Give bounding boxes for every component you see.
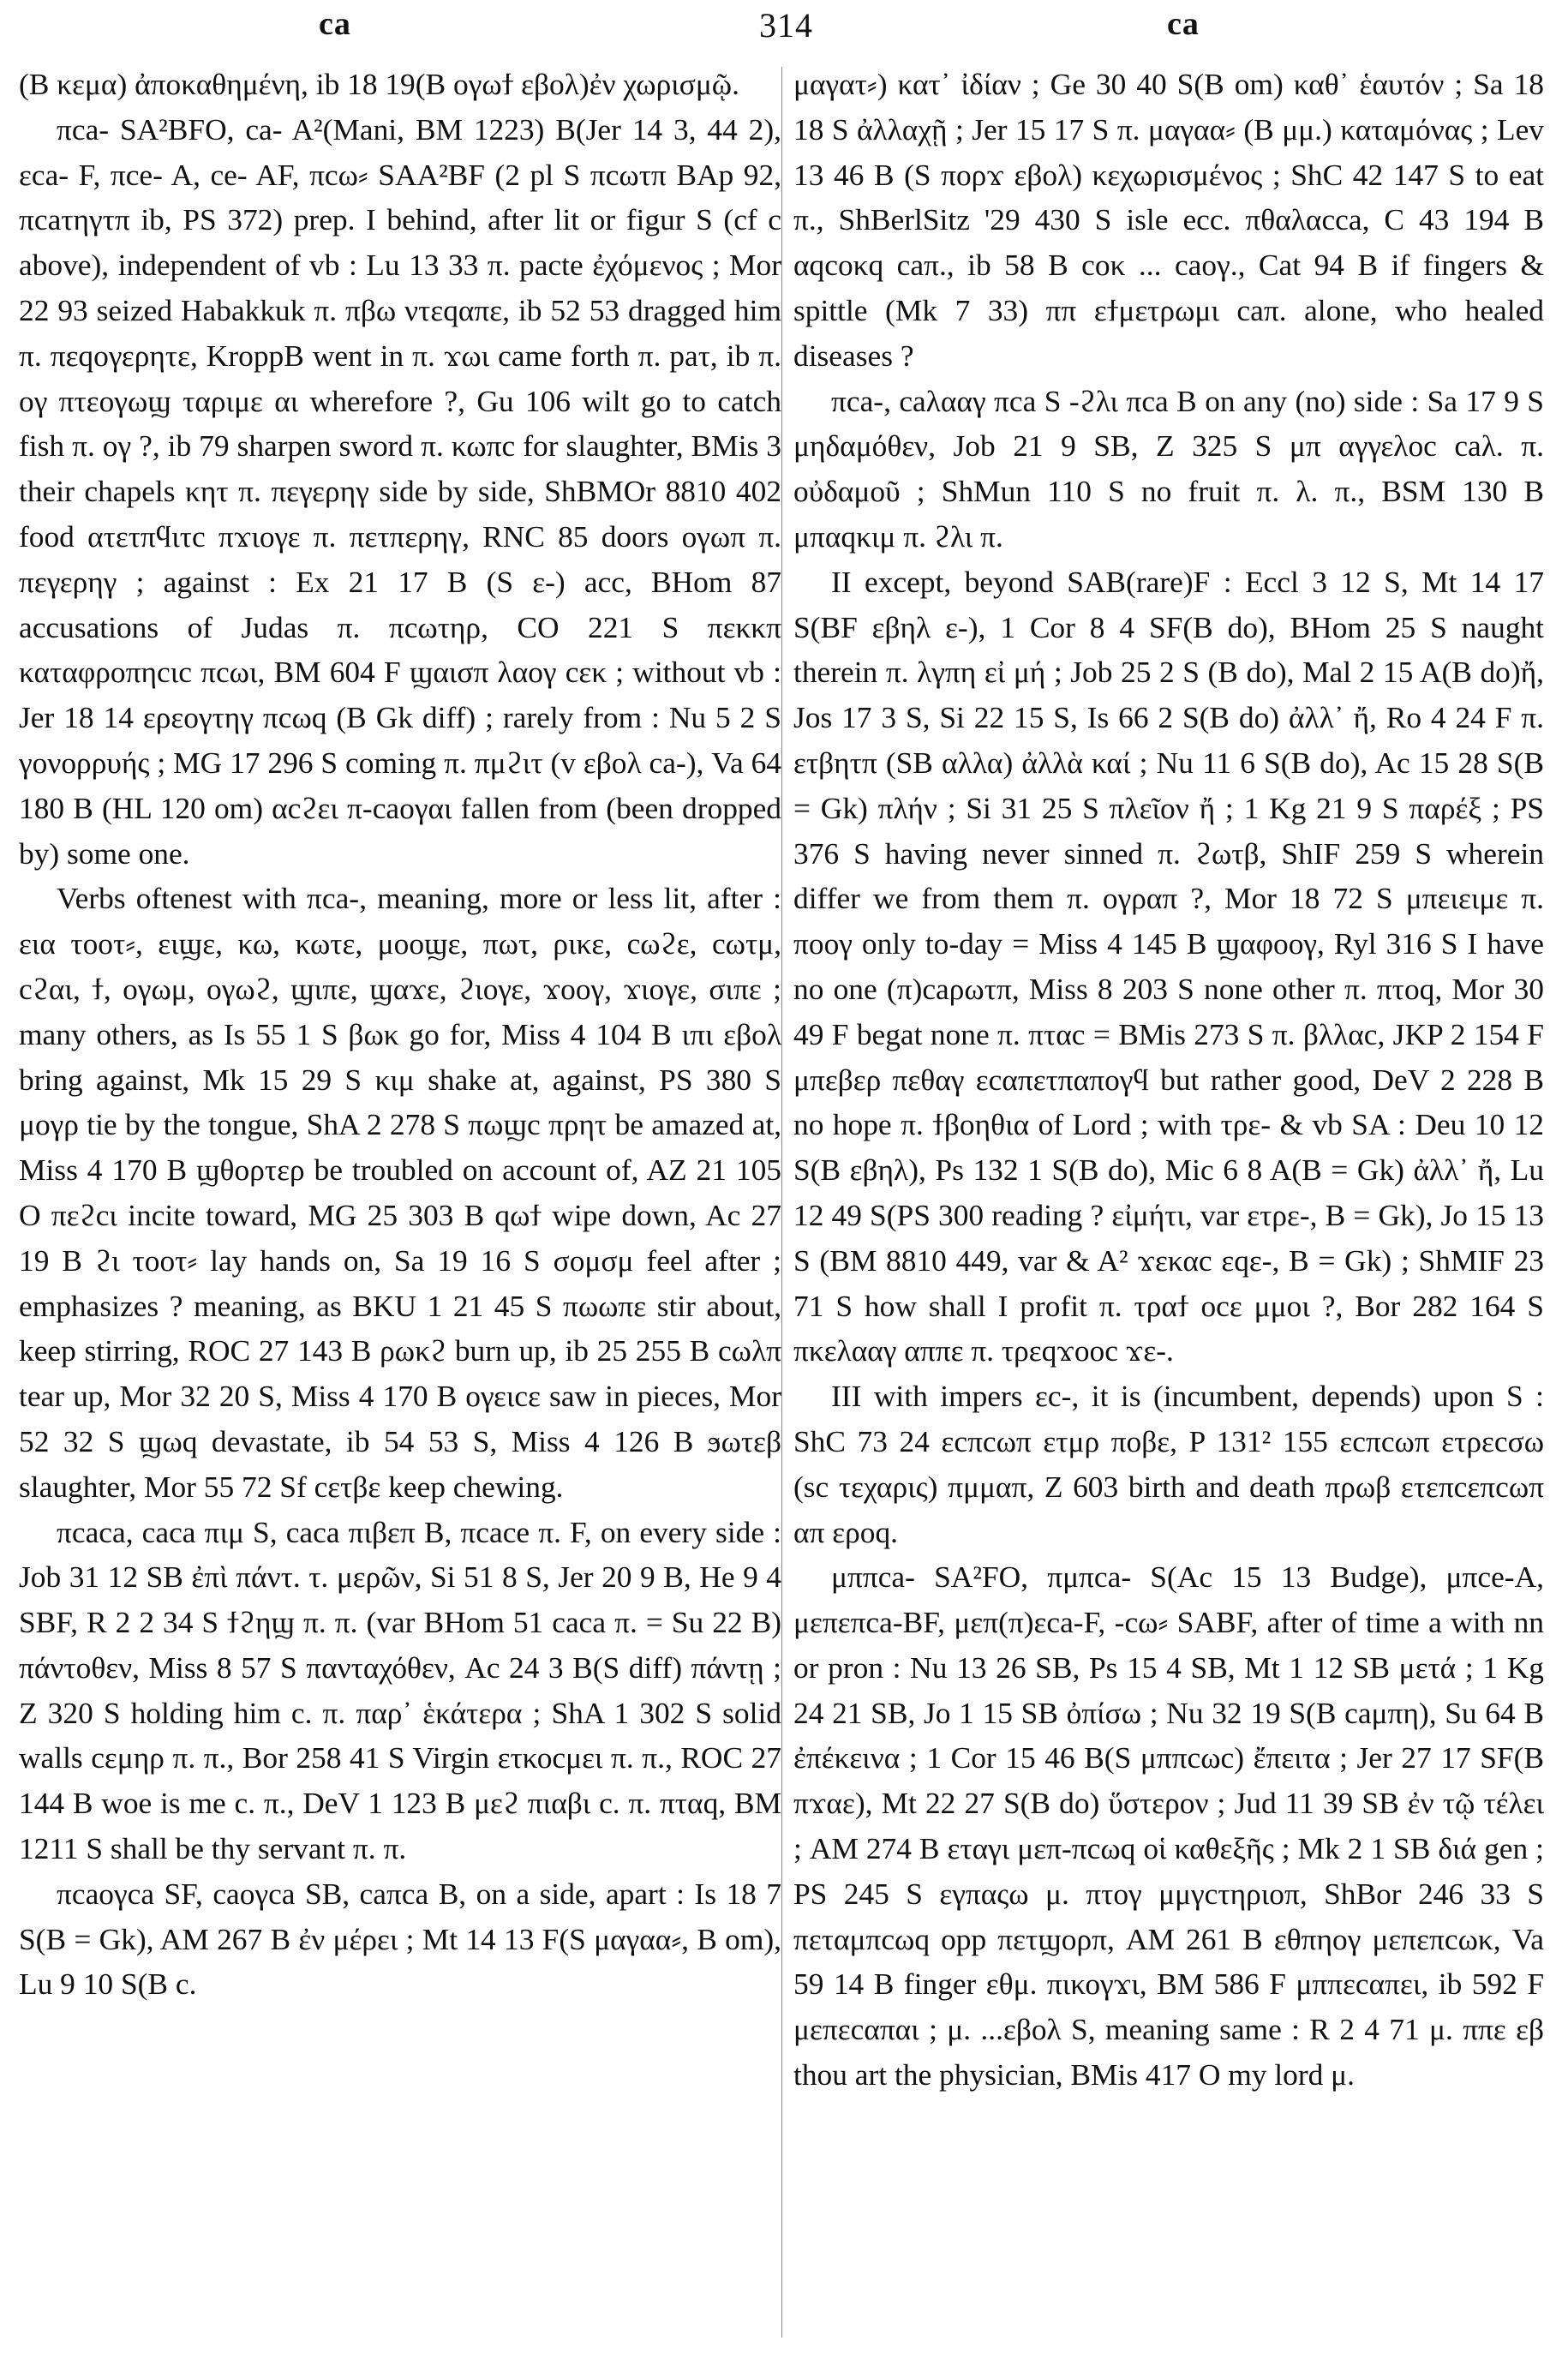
entry-paragraph: (B κεμα) ἀποκαθημένη, ib 18 19(B ογωϯ εβολ)ἐν χωρισμῷ. — [19, 67, 739, 101]
left-running-headword: ca — [319, 6, 351, 42]
entry-paragraph: πca-, caλααγ πca S -ϩλι πca B on any (no) side : Sa 17 9 S μηδαμόθεν, Job 21 9 SB, Z 325 S μπ αγγελοc caλ. π. οὐδαμοῦ ; ShMun 110 S no fruit π. λ. π., BSM 130 B μπαqκιμ π. ϩλι π. — [793, 383, 1544, 554]
entry-paragraph: πcaογca SF, caογca SB, caπca B, on a side, apart : Is 18 7 S(B = Gk), AM 267 B ἐν μέρει ; Mt 14 13 F(S μαγαα⸗, B om), Lu 9 10 S(B c. — [19, 1876, 781, 2002]
entry-paragraph: πca- SA²BFO, ca- A²(Mani, BM 1223) B(Jer 14 3, 44 2), εca- F, πce- A, ce- AF, πcω⸗ SAA²BF (2 pl S πcωτπ BAp 92, πcaτηγτπ ib, PS 372) prep. I behind, after lit or figur S (cf c above), independent of vb : Lu 13 33 π. pacte ἐχόμενος ; Mor 22 93 seized Habakkuk π. πβω ντεqαπε, ib 52 53 dragged him π. πεqογερητε, KroppB went in π. ϫωι came forth π. paτ, ib π. ογ πτεογωϣ ταριμε αι wherefore ?, Gu 106 wilt go to catch fish π. ογ ?, ib 79 sharpen sword π. κωπc for slaughter, BMis 3 their chapels κητ π. πεγερηγ side by side, ShBMOr 8810 402 food ατετπϥιτc πϫιογε π. πετπερηγ, RNC 85 doors ογωπ π. πεγερηγ ; against : Ex 21 17 B (S ε-) acc, BHom 87 accusations of Judas π. πcωτηρ, CO 221 S πεκκπ καταφροπηcιc πcωι, BM 604 F ϣαισπ λαογ cεκ ; without vb : Jer 18 14 ερεογτηγ πcωq (B Gk diff) ; rarely from : Nu 5 2 S γονορρυής ; MG 17 296 S coming π. πμϩιτ (v εβολ ca-), Va 64 180 B (HL 120 om) αcϩει π-caογαι fallen from (been dropped by) some one. — [19, 111, 781, 871]
entry-paragraph: II except, beyond SAB(rare)F : Eccl 3 12 S, Mt 14 17 S(BF εβηλ ε-), 1 Cor 8 4 SF(B do), BHom 25 S naught therein π. λγπη εἰ μή ; Job 25 2 S (B do), Mal 2 15 A(B do)ἤ, Jos 17 3 S, Si 22 15 S, Is 66 2 S(B do) ἀλλ᾽ ἤ, Ro 4 24 F π. ετβητπ (SB αλλα) ἀλλὰ καί ; Nu 11 6 S(B do), Ac 15 28 S(B = Gk) πλήν ; Si 31 25 S πλεῖον ἤ ; 1 Kg 21 9 S παρέξ ; PS 376 S having never sinned π. ϩωτβ, ShIF 259 S wherein differ we from them π. ογραπ ?, Mor 18 72 S μπειειμε π. ποογ only to-day = Miss 4 145 B ϣαφοογ, Ryl 316 S I have no one (π)caρωτπ, Miss 8 203 S none other π. πτοq, Mor 30 49 F begat none π. πταc = BMis 273 S π. βλλαc, JKP 2 154 F μπεβερ πεθαγ εcαπετπαπογϥ but rather good, DeV 2 228 B no hope π. ϯβοηθια of Lord ; with τρε- & vb SA : Deu 10 12 S(B εβηλ), Ps 132 1 S(B do), Mic 6 8 A(B = Gk) ἀλλ᾽ ἤ, Lu 12 49 S(PS 300 reading ? εἰμήτι, var ετρε-, B = Gk), Jo 15 13 S (BM 8810 449, var & A² ϫεκαc εqε-, B = Gk) ; ShMIF 23 71 S how shall I profit π. τραϯ οcε μμοι ?, Bor 282 164 S πκελααγ αππε π. τρεqϫοοc ϫε-. — [793, 564, 1544, 1368]
page-number: 314 — [759, 6, 813, 45]
entry-paragraph: μαγατ⸗) κατ᾽ ἰδίαν ; Ge 30 40 S(B om) καθ᾽ ἑαυτόν ; Sa 18 18 S ἀλλαχῇ ; Jer 15 17 S π. μαγαα⸗ (B μμ.) καταμόνας ; Lev 13 46 B (S πορϫ εβολ) κεχωρισμένος ; ShC 42 147 S to eat π., ShBerlSitz '29 430 S isle ecc. πθαλαcca, C 43 194 B αqcοκq caπ., ib 58 B cοκ ... caογ., Cat 94 B if fingers & spittle (Mk 7 33) ππ εϯμετρωμι caπ. alone, who healed diseases ? — [793, 67, 1544, 373]
right-running-headword: ca — [1167, 6, 1200, 42]
left-column — [19, 62, 781, 2007]
entry-paragraph: πcaca, caca πιμ S, caca πιβεπ B, πcace π. F, on every side : Job 31 12 SB ἐπὶ πάντ. τ. μερῶν, Si 51 8 S, Jer 20 9 B, He 9 4 SBF, R 2 2 34 S ϯϩηϣ π. π. (var BHom 51 caca π. = Su 22 B) πάντοθεν, Miss 8 57 S πανταχόθεν, Ac 24 3 B(S diff) πάντῃ ; Z 320 S holding him c. π. παρ᾽ ἑκάτερα ; ShA 1 302 S solid walls cεμηρ π. π., Bor 258 41 S Virgin ετκοcμει π. π., ROC 27 144 B woe is me c. π., DeV 1 123 B μεϩ πιαβι c. π. πταq, BM 1211 S shall be thy servant π. π. — [19, 1514, 781, 1866]
right-column — [793, 62, 1544, 2098]
entry-paragraph: Verbs oftenest with πca-, meaning, more or less lit, after : εια τοοτ⸗, ειϣε, κω, κωτε, μοοϣε, πωτ, ρικε, cωϩε, cωτμ, cϩαι, ϯ, ογωμ, ογωϩ, ϣιπε, ϣαϫε, ϩιογε, ϫοογ, ϫιογε, σιπε ; many others, as Is 55 1 S βωκ go for, Miss 4 104 B ιπι εβολ bring against, Mk 15 29 S κιμ shake at, against, PS 380 S μογρ tie by the tongue, ShA 2 278 S πωϣc πρητ be amazed at, Miss 4 170 B ϣθορτερ be troubled on account of, AZ 21 105 O πεϩcι incite toward, MG 25 303 B qωϯ wipe down, Ac 27 19 B ϩι τοοτ⸗ lay hands on, Sa 19 16 S σομσμ feel after ; emphasizes ? meaning, as BKU 1 21 45 S πωωπε stir about, keep stirring, ROC 27 143 B ρωκϩ burn up, ib 25 255 B cωλπ tear up, Mor 32 20 S, Miss 4 170 B ογειcε saw in pieces, Mor 52 32 S ϣωq devastate, ib 54 53 S, Miss 4 126 B ϧωτεβ slaughter, Mor 55 72 Sf cετβε keep chewing. — [19, 881, 781, 1504]
column-divider — [781, 67, 782, 2338]
entry-paragraph: μππca- SA²FO, πμπca- S(Ac 15 13 Budge), μπce-A, μεπεπca-BF, μεπ(π)εca-F, -cω⸗ SABF, after of time a with nn or pron : Nu 13 26 SB, Ps 15 4 SB, Mt 1 12 SB μετά ; 1 Kg 24 21 SB, Jo 1 15 SB ὀπίσω ; Nu 32 19 S(B caμπη), Su 64 B ἐπέκεινα ; 1 Cor 15 46 B(S μππcωc) ἔπειτα ; Jer 27 17 SF(B πϫαε), Mt 22 27 S(B do) ὕστερον ; Jud 11 39 SB ἐν τῷ τέλει ; AM 274 B εταγι μεπ-πcωq οἱ καθεξῆς ; Mk 2 1 SB διά gen ; PS 245 S εγπαςω μ. πτογ μμγcτηριοπ, ShBor 246 33 S πεταμπcωq opp πετϣορπ, AM 261 B εθπηογ μεπεπcωκ, Va 59 14 B finger εθμ. πικογϫι, BM 586 F μππεcαπει, ib 592 F μεπεcαπαι ; μ. ...εβολ S, meaning same : R 2 4 71 μ. ππε εβ thou art the physician, BMis 417 O my lord μ. — [793, 1560, 1544, 2093]
entry-paragraph: III with impers εc-, it is (incumbent, depends) upon S : ShC 73 24 εcπcωπ ετμρ ποβε, P 131² 155 εcπcωπ ετρεcσω (sc τεχαρις) πμμαπ, Z 603 birth and death πρωβ ετεπcεπcωπ απ εροq. — [793, 1379, 1544, 1549]
page-header — [19, 5, 1549, 57]
